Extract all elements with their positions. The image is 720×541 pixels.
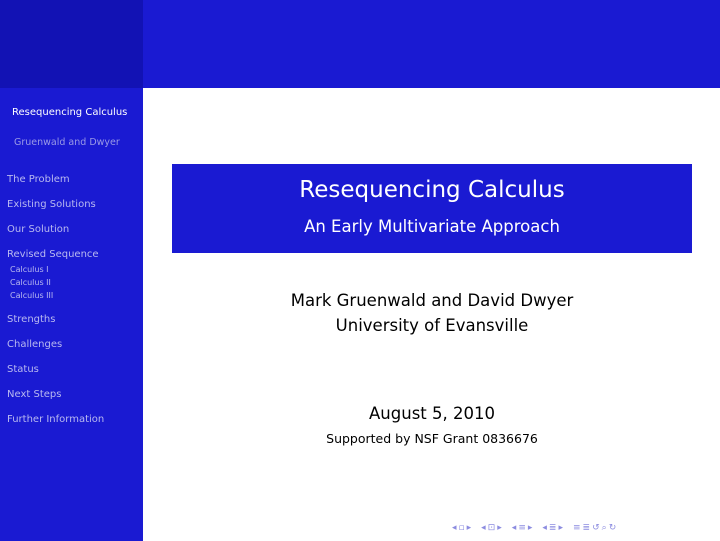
next-subsection-icon[interactable]: ▸ [497,522,502,533]
sidebar-item-status[interactable]: Status [7,364,39,375]
sidebar-subtitle[interactable]: Gruenwald and Dwyer [14,137,120,148]
title-box [172,164,692,253]
prev-subsection-icon[interactable]: ◂ [481,522,486,533]
align-icon[interactable]: ≡ [573,522,581,533]
slide-icon: ≣ [548,522,557,533]
align-right-icon[interactable]: ≣ [582,522,591,533]
frame-nav [452,524,473,533]
sidebar-subitem-calculus-1[interactable]: Calculus I [10,265,49,274]
next-slide-icon[interactable]: ▸ [558,522,563,533]
sidebar-item-further-information[interactable]: Further Information [7,414,105,425]
sidebar-item-the-problem[interactable]: The Problem [7,174,70,185]
sidebar-item-revised-sequence[interactable]: Revised Sequence [7,249,99,260]
slide-author: Mark Gruenwald and David Dwyer [290,291,574,310]
section-icon: ≡ [518,522,526,533]
sidebar-item-existing-solutions[interactable]: Existing Solutions [7,199,96,210]
sidebar-subitem-calculus-3[interactable]: Calculus III [10,291,54,300]
sidebar-title[interactable]: Resequencing Calculus [12,107,128,118]
prev-frame-icon[interactable]: ◂ [452,522,457,533]
slide-grant: Supported by NSF Grant 0836676 [326,431,538,446]
sidebar-item-next-steps[interactable]: Next Steps [7,389,62,400]
header-band [0,0,720,88]
prev-section-icon[interactable]: ◂ [511,522,517,533]
section-nav [512,524,535,533]
search-icon[interactable]: ⌕ [601,522,607,533]
next-section-icon[interactable]: ▸ [527,522,533,533]
misc-nav [573,524,618,533]
frame-icon: ▫ [458,522,465,533]
prev-slide-icon[interactable]: ◂ [542,522,547,533]
slide-title: Resequencing Calculus [299,177,565,203]
subsection-icon: ⊡ [487,522,496,533]
forward-icon[interactable]: ↻ [608,522,617,533]
back-icon[interactable]: ↺ [592,522,600,533]
slide-date: August 5, 2010 [369,404,495,423]
sidebar [0,88,143,541]
slide-subtitle: An Early Multivariate Approach [304,217,560,236]
slide-nav [542,524,565,533]
slide-institute: University of Evansville [335,316,529,335]
next-frame-icon[interactable]: ▸ [466,522,472,533]
subsection-nav [481,524,504,533]
sidebar-item-strengths[interactable]: Strengths [7,314,56,325]
sidebar-subitem-calculus-2[interactable]: Calculus II [10,278,51,287]
sidebar-item-challenges[interactable]: Challenges [7,339,63,350]
header-left-block [0,0,143,88]
navigation-bar [452,521,626,535]
sidebar-item-our-solution[interactable]: Our Solution [7,224,70,235]
